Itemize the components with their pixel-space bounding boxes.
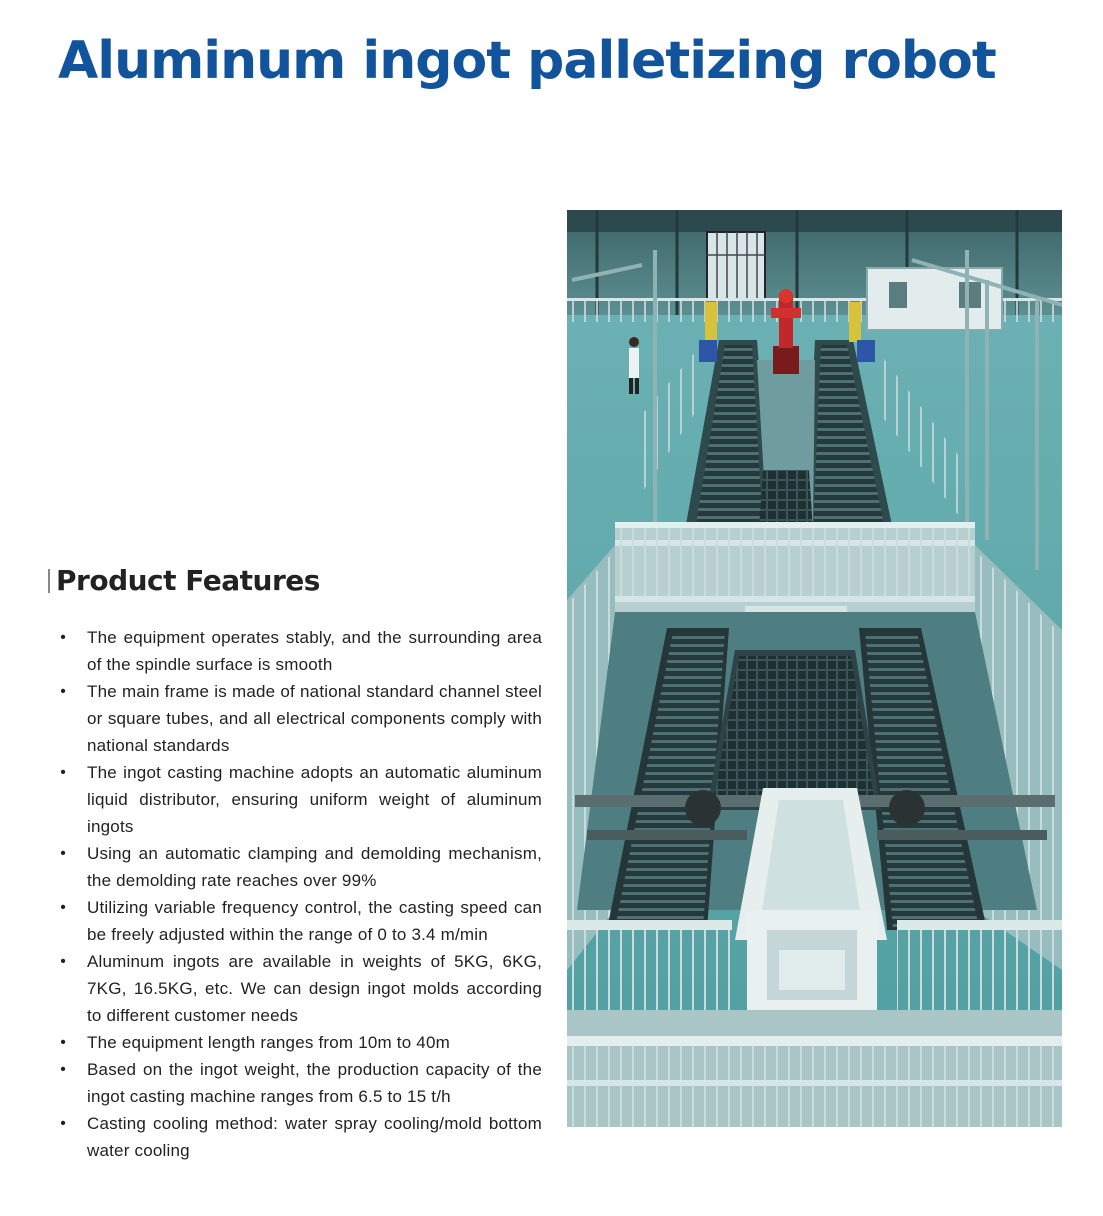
bullet-icon: • xyxy=(60,1061,66,1078)
bullet-icon: • xyxy=(60,764,66,781)
feature-text: Casting cooling method: water spray cooling/mold bottom water cooling xyxy=(87,1114,542,1160)
feature-text: Using an automatic clamping and demolding mechanism, the demolding rate reaches over 99% xyxy=(87,844,542,890)
bullet-icon: • xyxy=(60,683,66,700)
feature-item xyxy=(58,624,542,678)
feature-list xyxy=(58,624,542,1164)
feature-text: The equipment operates stably, and the surrounding area of the spindle surface is smooth xyxy=(87,628,542,674)
casting-machine-illustration xyxy=(567,210,1062,1127)
feature-item xyxy=(58,1110,542,1164)
bullet-icon: • xyxy=(60,953,66,970)
feature-text: Aluminum ingots are available in weights of 5KG, 6KG, 7KG, 16.5KG, etc. We can design ingot molds according to different customer needs xyxy=(87,952,542,1025)
feature-item xyxy=(58,894,542,948)
bullet-icon: • xyxy=(60,899,66,916)
feature-text: The main frame is made of national standard channel steel or square tubes, and all electrical components comply with national standards xyxy=(87,682,542,755)
bullet-icon: • xyxy=(60,629,66,646)
product-features-heading: Product Features xyxy=(56,564,320,597)
feature-item xyxy=(58,1056,542,1110)
feature-item xyxy=(58,1029,542,1056)
casting-machine-photo xyxy=(567,210,1062,1127)
feature-item xyxy=(58,759,542,840)
feature-text: Utilizing variable frequency control, the casting speed can be freely adjusted within the range of 0 to 3.4 m/min xyxy=(87,898,542,944)
feature-item xyxy=(58,840,542,894)
feature-item xyxy=(58,948,542,1029)
page-title: Aluminum ingot palletizing robot xyxy=(58,31,996,91)
feature-text: Based on the ingot weight, the production capacity of the ingot casting machine ranges from 6.5 to 15 t/h xyxy=(87,1060,542,1106)
feature-text: The equipment length ranges from 10m to 40m xyxy=(87,1033,450,1052)
bullet-icon: • xyxy=(60,1034,66,1051)
feature-text: The ingot casting machine adopts an automatic aluminum liquid distributor, ensuring uniform weight of aluminum ingots xyxy=(87,763,542,836)
feature-item xyxy=(58,678,542,759)
bullet-icon: • xyxy=(60,1115,66,1132)
heading-accent-bar xyxy=(48,569,50,593)
bullet-icon: • xyxy=(60,845,66,862)
